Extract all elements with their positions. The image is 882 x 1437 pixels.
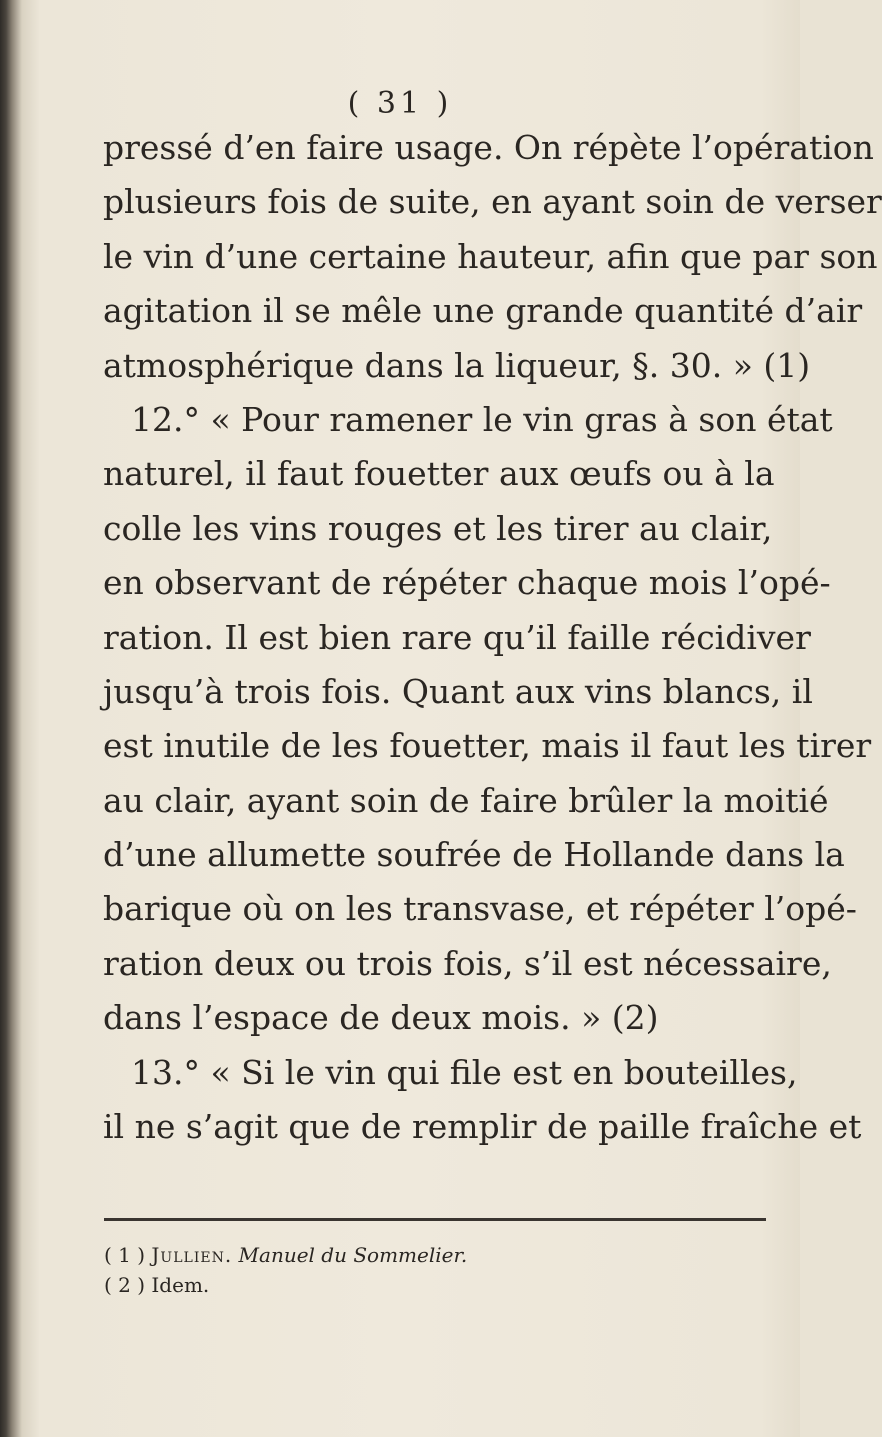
text-line: colle les vins rouges et les tirer au clair, xyxy=(103,508,773,548)
text-line: jusqu’à trois fois. Quant aux vins blancs, il xyxy=(103,671,813,711)
footnote-marker: ( 2 ) xyxy=(104,1273,146,1297)
text-line: agitation il se mêle une grande quantité d’air xyxy=(103,291,863,331)
page-number: ( 31 ) xyxy=(347,86,453,121)
text-line: en observant de répéter chaque mois l’opé- xyxy=(103,563,831,603)
text-line: 12.° « Pour ramener le vin gras à son état xyxy=(131,399,833,439)
footnote-2 xyxy=(104,1270,467,1300)
text-line: plusieurs fois de suite, en ayant soin de verser xyxy=(103,182,882,222)
text-line: d’une allumette soufrée de Hollande dans la xyxy=(103,835,845,875)
text-line: il ne s’agit que de remplir de paille fraîche et xyxy=(103,1107,862,1147)
footnote-marker: ( 1 ) xyxy=(104,1243,146,1267)
text-line: 13.° « Si le vin qui file est en bouteilles, xyxy=(131,1052,798,1092)
text-line: est inutile de les fouetter, mais il faut les tirer xyxy=(103,726,872,766)
footnote-author: Jullien. xyxy=(151,1243,233,1267)
body-text xyxy=(103,121,882,1154)
footnote-title: Manuel du Sommelier. xyxy=(238,1243,468,1267)
text-line: dans l’espace de deux mois. » (2) xyxy=(103,998,659,1038)
footnote-1 xyxy=(104,1240,467,1270)
text-line: ration. Il est bien rare qu’il faille récidiver xyxy=(103,617,811,657)
text-line: le vin d’une certaine hauteur, afin que par son xyxy=(103,236,878,276)
text-line: naturel, il faut fouetter aux œufs ou à la xyxy=(103,454,775,494)
footnotes xyxy=(104,1240,467,1300)
text-line: barique où on les transvase, et répéter l’opé- xyxy=(103,889,857,929)
text-line: au clair, ayant soin de faire brûler la moitié xyxy=(103,780,829,820)
text-line: ration deux ou trois fois, s’il est nécessaire, xyxy=(103,943,832,983)
text-line: atmosphérique dans la liqueur, §. 30. » (1) xyxy=(103,345,811,385)
text-line: pressé d’en faire usage. On répète l’opération xyxy=(103,128,874,167)
footnote-text: Idem. xyxy=(151,1273,210,1297)
footnote-divider xyxy=(104,1218,766,1221)
